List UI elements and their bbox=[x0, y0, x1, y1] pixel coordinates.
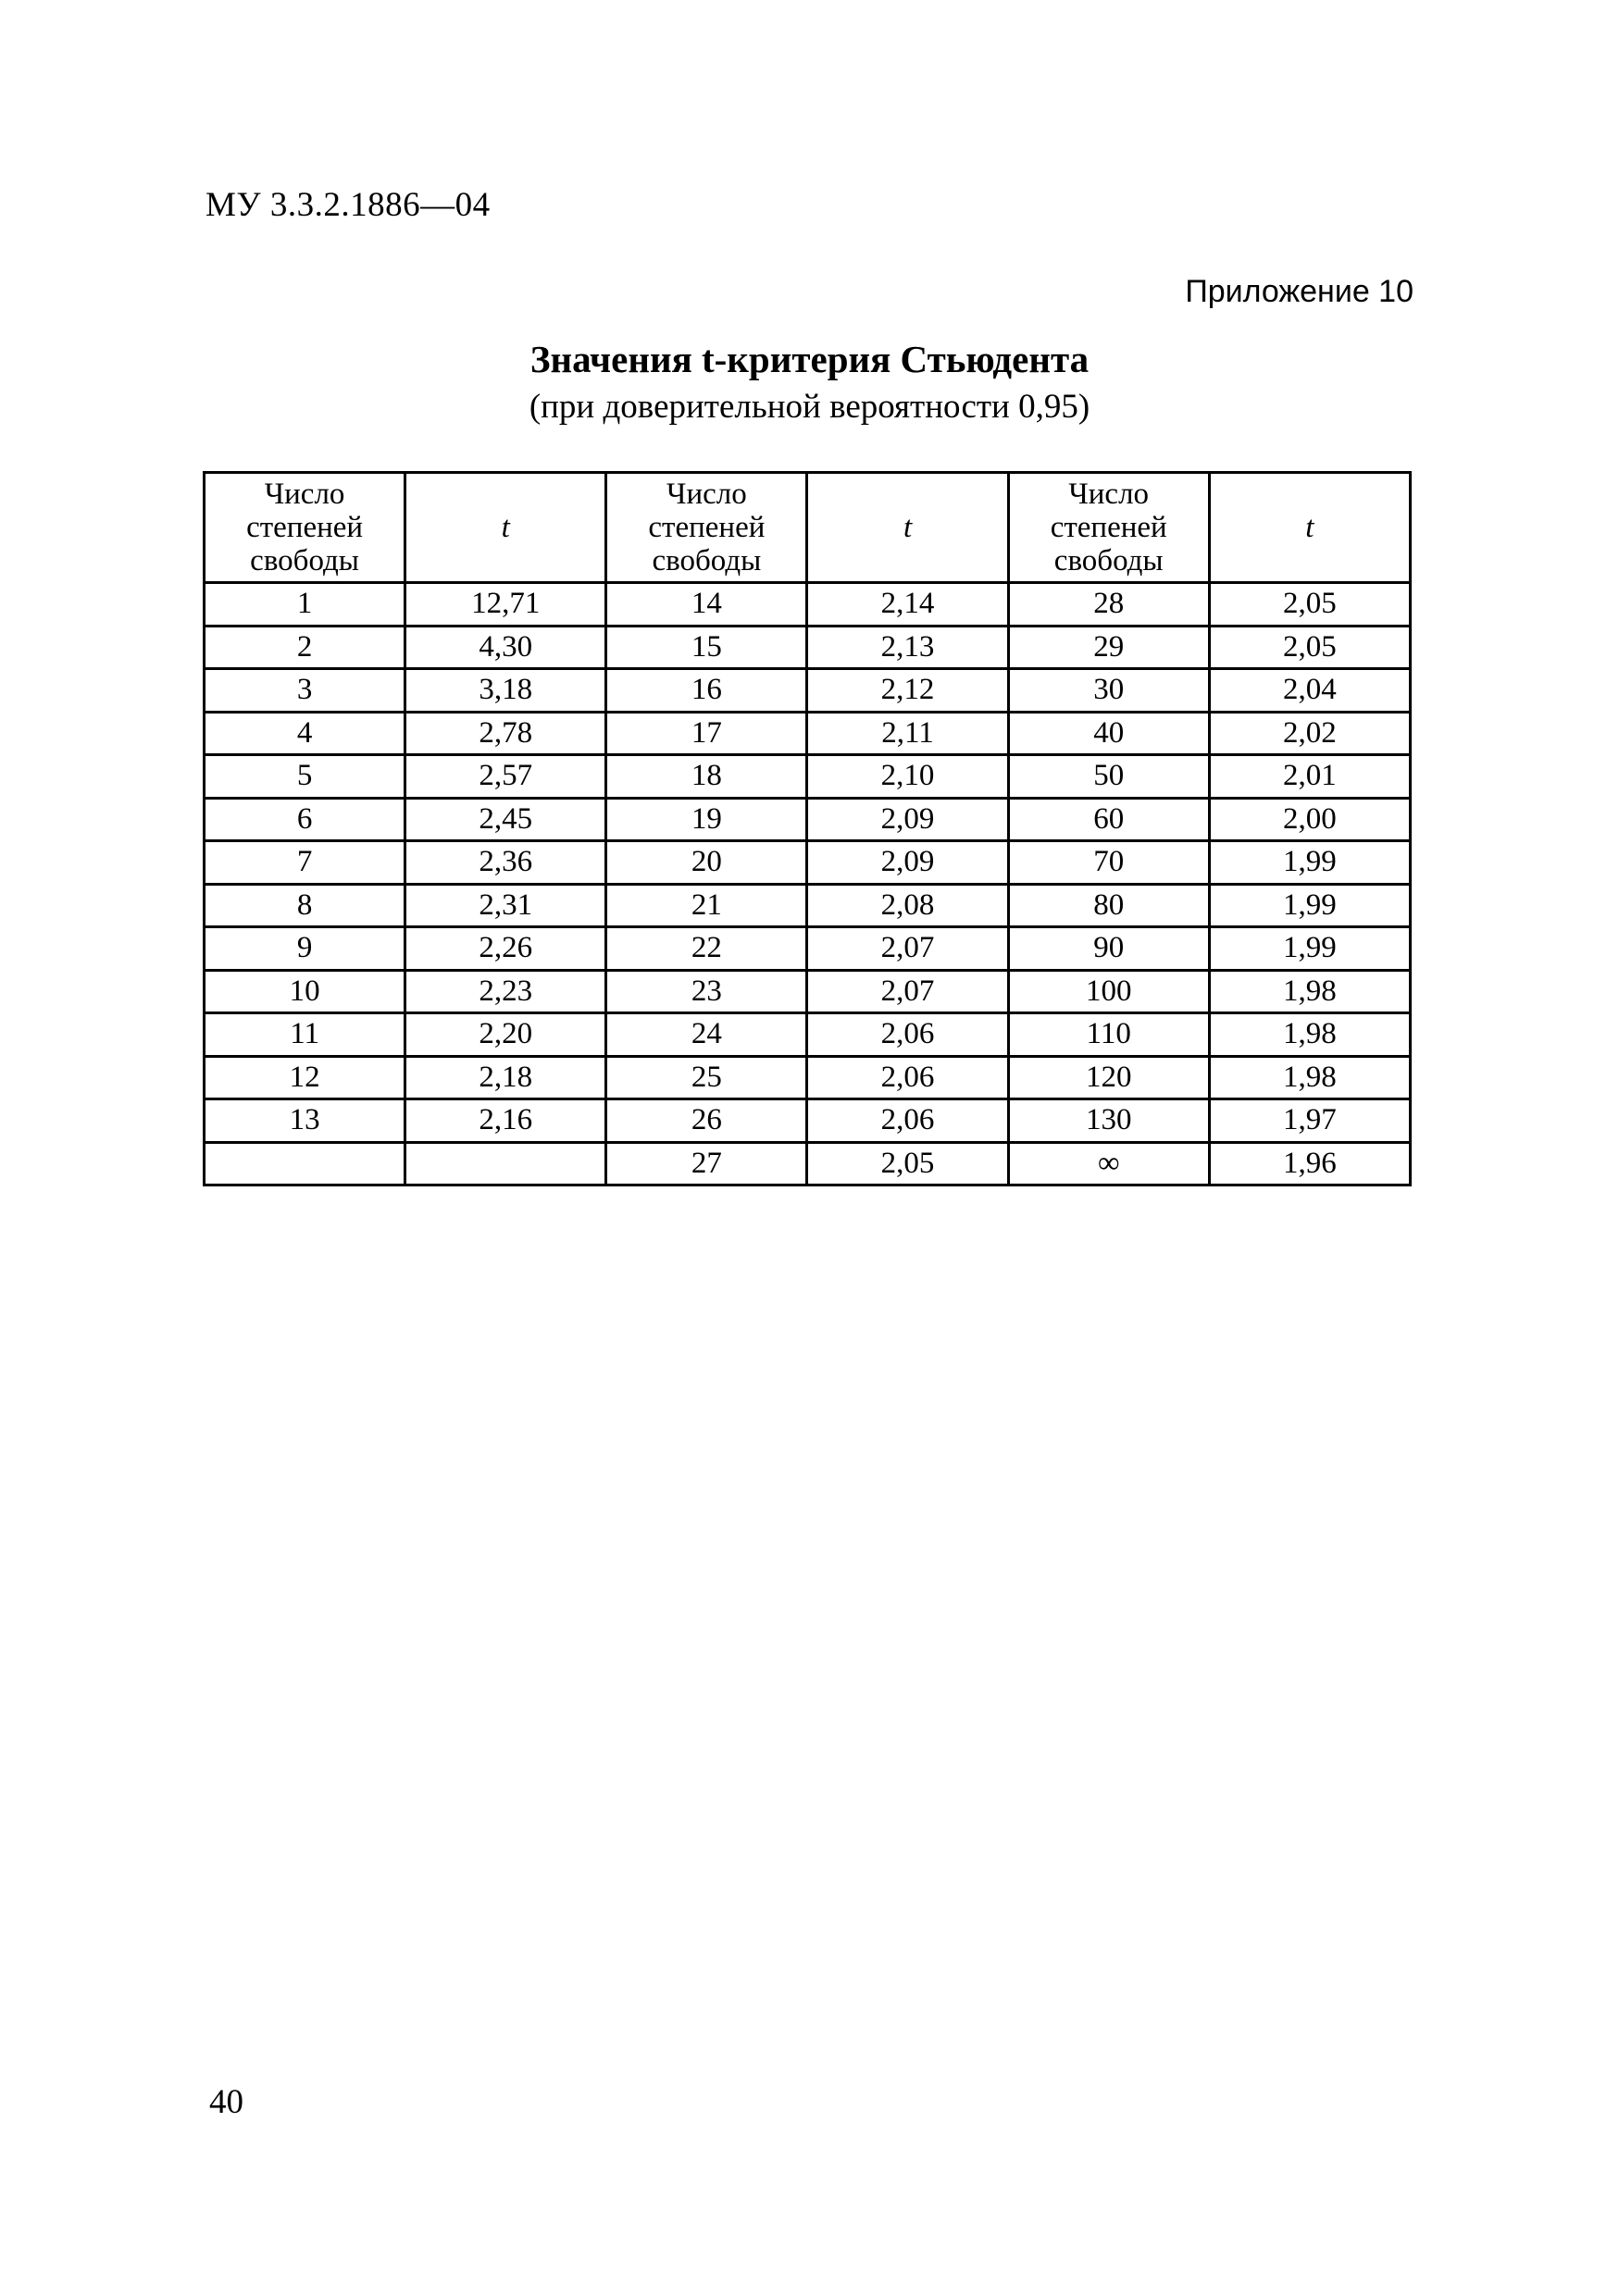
page-number: 40 bbox=[209, 2083, 243, 2121]
page-subtitle: (при доверительной вероятности 0,95) bbox=[529, 388, 1090, 426]
df-cell: 14 bbox=[606, 583, 807, 627]
df-cell: 11 bbox=[205, 1013, 405, 1057]
t-value-cell: 2,02 bbox=[1209, 712, 1410, 755]
t-value-cell: 2,36 bbox=[405, 841, 606, 885]
t-value-cell: 2,10 bbox=[807, 755, 1008, 799]
table-row bbox=[205, 1056, 1411, 1099]
df-cell: 24 bbox=[606, 1013, 807, 1057]
df-cell: 30 bbox=[1008, 669, 1209, 713]
df-cell bbox=[205, 1142, 405, 1185]
df-cell: 60 bbox=[1008, 798, 1209, 841]
df-cell: 70 bbox=[1008, 841, 1209, 885]
df-cell: 3 bbox=[205, 669, 405, 713]
df-cell: 6 bbox=[205, 798, 405, 841]
t-value-cell: 1,97 bbox=[1209, 1099, 1410, 1143]
t-value-cell: 3,18 bbox=[405, 669, 606, 713]
df-cell: 25 bbox=[606, 1056, 807, 1099]
df-cell: 4 bbox=[205, 712, 405, 755]
header-t-2: t bbox=[807, 473, 1008, 583]
t-value-cell: 1,96 bbox=[1209, 1142, 1410, 1185]
df-cell: 28 bbox=[1008, 583, 1209, 627]
df-cell: 40 bbox=[1008, 712, 1209, 755]
df-cell: 50 bbox=[1008, 755, 1209, 799]
table-body bbox=[205, 583, 1411, 1185]
table-row bbox=[205, 1099, 1411, 1143]
df-cell: 21 bbox=[606, 884, 807, 927]
header-df-2 bbox=[606, 473, 807, 583]
table-row bbox=[205, 798, 1411, 841]
table-row bbox=[205, 755, 1411, 799]
table-row bbox=[205, 927, 1411, 971]
df-cell: 8 bbox=[205, 884, 405, 927]
header-df-line3: свободы bbox=[652, 544, 762, 577]
df-cell: 23 bbox=[606, 970, 807, 1013]
header-df-line3: свободы bbox=[250, 544, 359, 577]
t-value-cell: 4,30 bbox=[405, 626, 606, 669]
t-value-cell: 2,11 bbox=[807, 712, 1008, 755]
t-value-cell: 1,98 bbox=[1209, 1056, 1410, 1099]
t-value-cell: 2,05 bbox=[807, 1142, 1008, 1185]
t-value-cell: 2,06 bbox=[807, 1013, 1008, 1057]
t-value-cell: 2,05 bbox=[1209, 626, 1410, 669]
t-value-cell: 2,13 bbox=[807, 626, 1008, 669]
t-value-cell: 1,98 bbox=[1209, 970, 1410, 1013]
df-cell: 80 bbox=[1008, 884, 1209, 927]
df-cell: 26 bbox=[606, 1099, 807, 1143]
header-df-line1: Число bbox=[666, 478, 747, 511]
header-df-line1: Число bbox=[264, 478, 345, 511]
df-cell: 17 bbox=[606, 712, 807, 755]
df-cell: 7 bbox=[205, 841, 405, 885]
table-row bbox=[205, 712, 1411, 755]
t-value-cell: 1,99 bbox=[1209, 884, 1410, 927]
t-value-cell bbox=[405, 1142, 606, 1185]
t-value-cell: 2,26 bbox=[405, 927, 606, 971]
df-cell: 13 bbox=[205, 1099, 405, 1143]
t-value-cell: 2,23 bbox=[405, 970, 606, 1013]
header-df-line3: свободы bbox=[1053, 544, 1164, 577]
t-value-cell: 2,08 bbox=[807, 884, 1008, 927]
header-df-line2: степеней bbox=[1050, 511, 1167, 544]
df-cell: 130 bbox=[1008, 1099, 1209, 1143]
df-cell: 15 bbox=[606, 626, 807, 669]
df-cell: 12 bbox=[205, 1056, 405, 1099]
t-value-cell: 2,78 bbox=[405, 712, 606, 755]
df-cell: 10 bbox=[205, 970, 405, 1013]
df-cell: 2 bbox=[205, 626, 405, 669]
t-value-cell: 1,99 bbox=[1209, 927, 1410, 971]
df-cell: ∞ bbox=[1008, 1142, 1209, 1185]
df-cell: 29 bbox=[1008, 626, 1209, 669]
header-df-line1: Число bbox=[1068, 478, 1150, 511]
t-value-cell: 2,07 bbox=[807, 970, 1008, 1013]
t-value-cell: 12,71 bbox=[405, 583, 606, 627]
df-cell: 100 bbox=[1008, 970, 1209, 1013]
t-value-cell: 2,05 bbox=[1209, 583, 1410, 627]
table-row bbox=[205, 626, 1411, 669]
header-t-3: t bbox=[1209, 473, 1410, 583]
t-value-cell: 2,07 bbox=[807, 927, 1008, 971]
document-code: МУ 3.3.2.1886—04 bbox=[205, 186, 491, 224]
t-value-cell: 2,00 bbox=[1209, 798, 1410, 841]
header-t-1: t bbox=[405, 473, 606, 583]
t-value-cell: 2,01 bbox=[1209, 755, 1410, 799]
t-value-cell: 2,04 bbox=[1209, 669, 1410, 713]
table-row bbox=[205, 970, 1411, 1013]
table-row bbox=[205, 669, 1411, 713]
t-value-cell: 2,31 bbox=[405, 884, 606, 927]
table-row bbox=[205, 583, 1411, 627]
t-value-cell: 2,14 bbox=[807, 583, 1008, 627]
t-value-cell: 2,57 bbox=[405, 755, 606, 799]
df-cell: 22 bbox=[606, 927, 807, 971]
df-cell: 110 bbox=[1008, 1013, 1209, 1057]
df-cell: 120 bbox=[1008, 1056, 1209, 1099]
header-df-1 bbox=[205, 473, 405, 583]
table-row bbox=[205, 1013, 1411, 1057]
appendix-label: Приложение 10 bbox=[1185, 274, 1414, 309]
t-value-cell: 2,09 bbox=[807, 798, 1008, 841]
df-cell: 16 bbox=[606, 669, 807, 713]
table-row bbox=[205, 841, 1411, 885]
t-value-cell: 2,18 bbox=[405, 1056, 606, 1099]
header-df-line2: степеней bbox=[648, 511, 766, 544]
t-value-cell: 2,06 bbox=[807, 1099, 1008, 1143]
t-value-cell: 2,45 bbox=[405, 798, 606, 841]
page-title: Значения t-критерия Стьюдента bbox=[529, 338, 1090, 380]
df-cell: 18 bbox=[606, 755, 807, 799]
df-cell: 90 bbox=[1008, 927, 1209, 971]
df-cell: 1 bbox=[205, 583, 405, 627]
t-value-cell: 2,12 bbox=[807, 669, 1008, 713]
table-row bbox=[205, 884, 1411, 927]
table-header-row bbox=[205, 473, 1411, 583]
table-row bbox=[205, 1142, 1411, 1185]
df-cell: 19 bbox=[606, 798, 807, 841]
header-df-line2: степеней bbox=[246, 511, 364, 544]
df-cell: 27 bbox=[606, 1142, 807, 1185]
df-cell: 20 bbox=[606, 841, 807, 885]
t-criterion-table bbox=[203, 471, 1412, 1186]
t-value-cell: 2,06 bbox=[807, 1056, 1008, 1099]
t-value-cell: 2,09 bbox=[807, 841, 1008, 885]
t-value-cell: 2,20 bbox=[405, 1013, 606, 1057]
df-cell: 9 bbox=[205, 927, 405, 971]
t-value-cell: 1,98 bbox=[1209, 1013, 1410, 1057]
t-value-cell: 1,99 bbox=[1209, 841, 1410, 885]
t-value-cell: 2,16 bbox=[405, 1099, 606, 1143]
header-df-3 bbox=[1008, 473, 1209, 583]
df-cell: 5 bbox=[205, 755, 405, 799]
